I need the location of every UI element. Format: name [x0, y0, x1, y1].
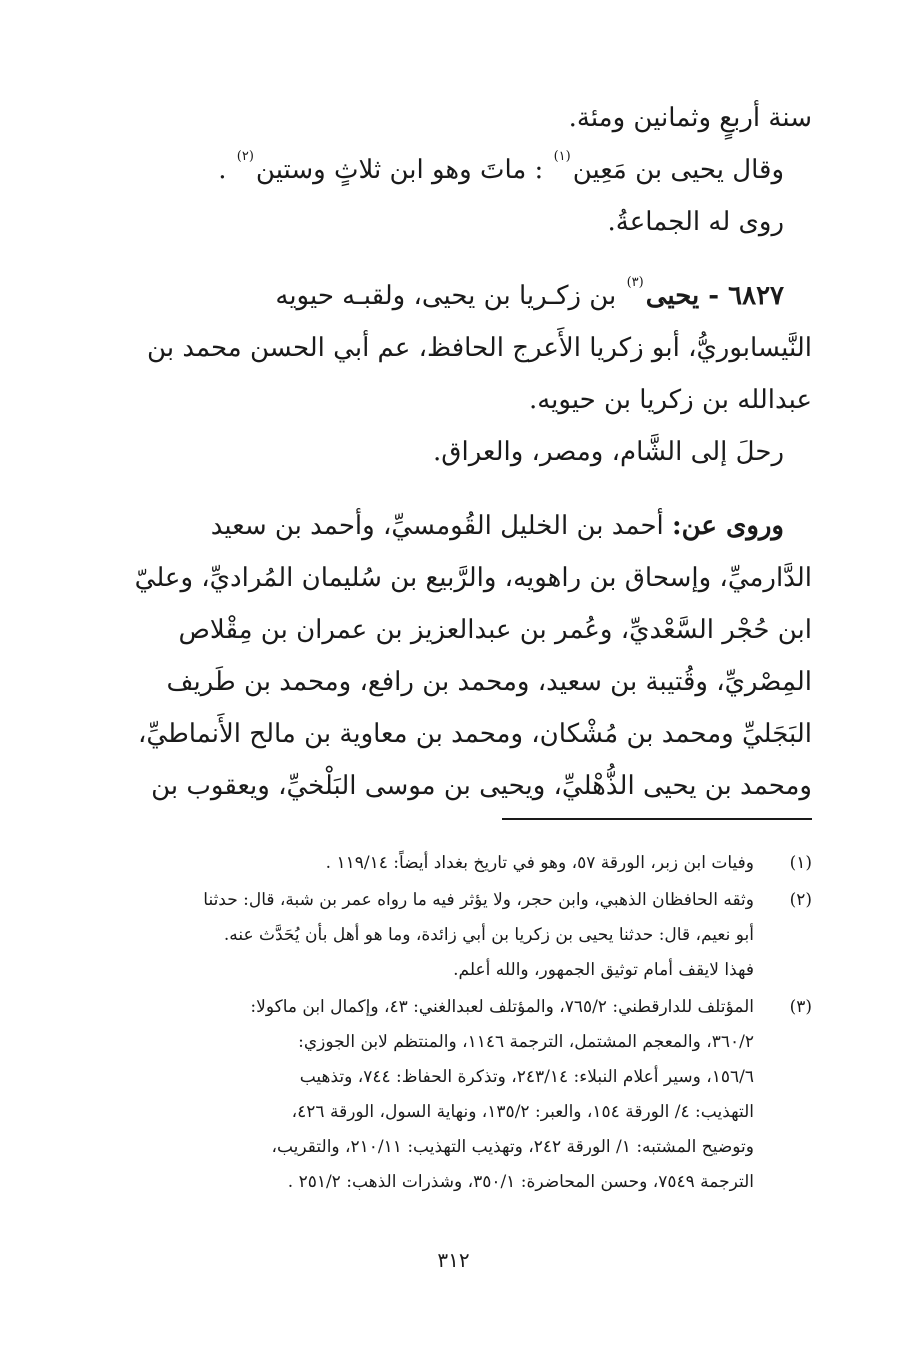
text-segment: وقال يحيى بن مَعِين [572, 155, 784, 185]
text-segment: بن زكـريا بن يحيى، ولقبـه حيويه [275, 281, 617, 311]
footnote-line: التهذيب: ٤/ الورقة ١٥٤، والعبر: ١٣٥/٢، ونهاية السول، الورقة ٤٢٦، [291, 1102, 754, 1122]
footnote-2 [92, 883, 812, 988]
text-line: المِصْريِّ، وقُتيبة بن سعيد، ومحمد بن رافع، ومحمد بن طَريف [166, 667, 812, 697]
text-line: الدَّارميِّ، وإسحاق بن راهويه، والرَّبيع بن سُليمان المُراديِّ، وعليّ [134, 563, 812, 593]
footnote-line: وتوضيح المشتبه: ١/ الورقة ٢٤٢، وتهذيب التهذيب: ٢١٠/١١، والتقريب، [271, 1137, 754, 1157]
text-line: النَّيسابوريُّ، أبو زكريا الأَعرج الحافظ، عم أبي الحسن محمد بن [147, 333, 812, 363]
text-segment: : ماتَ وهو ابن ثلاثٍ وستين [255, 155, 544, 185]
text-line: روى له الجماعةُ. [607, 207, 784, 237]
footnote-ref-2: (٢) [236, 149, 254, 164]
text-line: ومحمد بن يحيى الذُّهْليِّ، ويحيى بن موسى البَلْخيِّ، ويعقوب بن [151, 771, 812, 801]
text-line: ابن حُجْر السَّعْديِّ، وعُمر بن عبدالعزيز بن عمران بن مِقْلاص [178, 615, 812, 645]
footnote-line: أبو نعيم، قال: حدثنا يحيى بن زكريا بن أبي زائدة، وما هو أهل بأن يُحَدَّث عنه. [223, 925, 754, 945]
footnotes-section [92, 846, 812, 1202]
footnote-line: ١٥٦/٦، وسير أعلام النبلاء: ٢٤٣/١٤، وتذكرة الحفاظ: ٧٤٤، وتذهيب [299, 1067, 754, 1087]
footnote-number: (٣) [789, 997, 812, 1017]
footnote-line: الترجمة ٧٥٤٩، وحسن المحاضرة: ٣٥٠/١، وشذرات الذهب: ٢٥١/٢ . [287, 1172, 754, 1192]
entry-number: ٦٨٢٧ - يحيى [645, 281, 784, 311]
footnote-ref-1: (١) [553, 149, 571, 164]
text-line: البَجَليِّ ومحمد بن مُشْكان، ومحمد بن معاوية بن مالح الأَنماطيِّ، [138, 719, 812, 749]
footnote-1 [92, 846, 812, 881]
narrators-heading-line [92, 500, 812, 552]
text-segment: . [218, 155, 227, 185]
footnote-divider [502, 818, 812, 820]
footnote-line: وثقه الحافظان الذهبي، وابن حجر، ولا يؤثر فيه ما رواه عمر بن شبة، قال: حدثنا [203, 890, 754, 910]
footnote-line: فهذا لايقف أمام توثيق الجمهور، والله أعلم. [453, 960, 754, 980]
footnote-line: ٣٦٠/٢، والمعجم المشتمل، الترجمة ١١٤٦، والمنتظم لابن الجوزي: [298, 1032, 754, 1052]
narrators-label: وروى عن: [672, 511, 784, 541]
footnote-line: وفيات ابن زبر، الورقة ٥٧، وهو في تاريخ بغداد أيضاً: ١١٩/١٤ . [325, 853, 754, 873]
entry-heading-line [92, 270, 812, 322]
main-text-block [92, 92, 812, 812]
text-line: رحلَ إلى الشَّام، ومصر، والعراق. [433, 437, 784, 467]
text-line: عبدالله بن زكريا بن حيويه. [528, 385, 812, 415]
footnote-number: (١) [789, 853, 812, 873]
paragraph-gap [92, 248, 812, 270]
paragraph-gap [92, 478, 812, 500]
footnote-line: المؤتلف للدارقطني: ٧٦٥/٢، والمؤتلف لعبدالغني: ٤٣، وإكمال ابن ماكولا: [250, 997, 754, 1017]
text-segment: أحمد بن الخليل القُومسيِّ، وأحمد بن سعيد [210, 511, 664, 541]
footnote-3 [92, 990, 812, 1200]
footnote-ref-3: (٣) [626, 275, 644, 290]
page-number: ٣١٢ [437, 1248, 470, 1272]
footnote-number: (٢) [789, 890, 812, 910]
text-line: سنة أربعٍ وثمانين ومئة. [568, 103, 812, 133]
text-line [92, 144, 812, 196]
